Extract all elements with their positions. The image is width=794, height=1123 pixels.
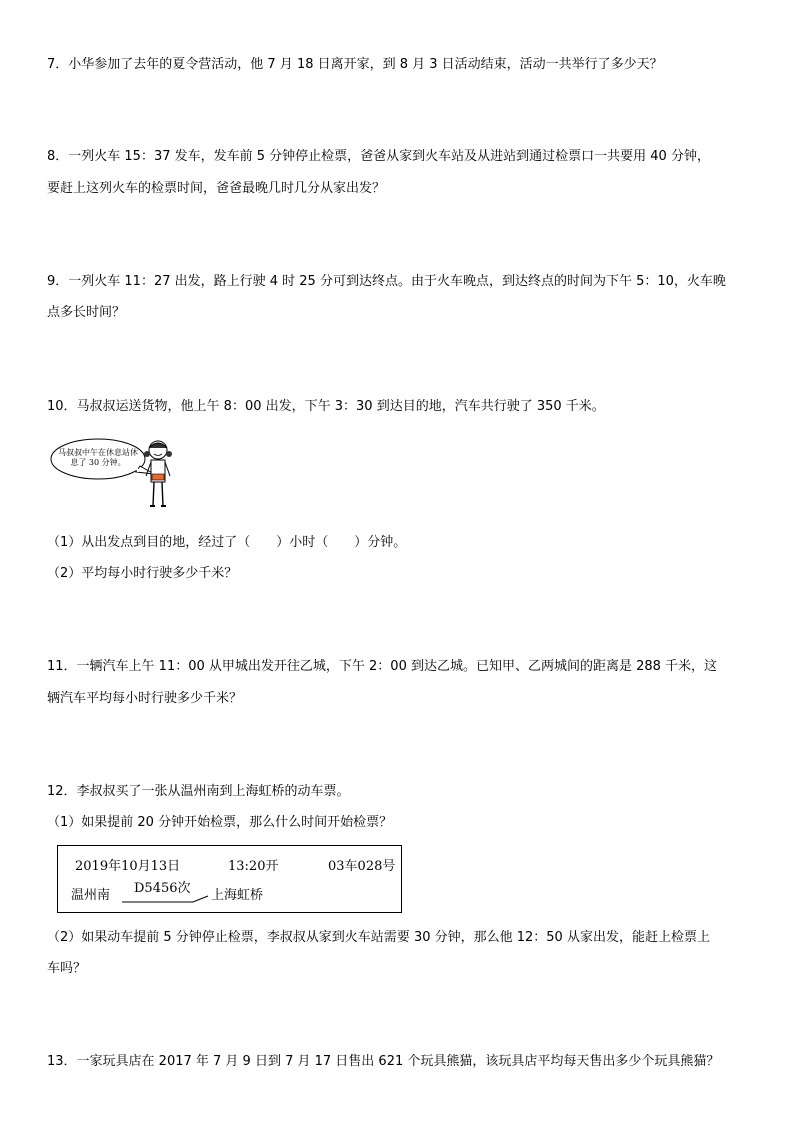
ticket-time: 13:20开	[228, 859, 279, 874]
ticket-route-arrow-icon	[58, 846, 403, 914]
question-11-line-1: 11．一辆汽车上午 11：00 从甲城出发开往乙城，下午 2：00 到达乙城。已知甲、乙两城间的距离是 288 千米，这	[47, 659, 718, 674]
question-10-sub-2: （2）平均每小时行驶多少千米？	[47, 566, 238, 581]
question-12-stem: 12．李叔叔买了一张从温州南到上海虹桥的动车票。	[47, 784, 350, 799]
question-9-line-2: 点多长时间？	[47, 305, 126, 320]
ticket-to-station: 上海虹桥	[211, 888, 264, 903]
question-9-line-1: 9．一列火车 11：27 出发，路上行驶 4 时 25 分可到达终点。由于火车晚点，到达终点的时间为下午 5：10，火车晚	[47, 274, 726, 289]
question-12-sub-1: （1）如果提前 20 分钟开始检票，那么什么时间开始检票？	[47, 815, 393, 830]
speech-bubble-text: 马叔叔中午在休息站休息了 30 分钟。	[58, 448, 138, 467]
question-12-sub-2-line-1: （2）如果动车提前 5 分钟停止检票，李叔叔从家到火车站需要 30 分钟，那么他 12：50 从家出发，能赶上检票上	[47, 930, 710, 945]
ticket-seat: 03车028号	[328, 859, 396, 874]
ticket-date: 2019年10月13日	[75, 859, 181, 874]
question-7: 7．小华参加了去年的夏令营活动，他 7 月 18 日离开家，到 8 月 3 日活动结束，活动一共举行了多少天？	[47, 57, 663, 72]
question-8-line-1: 8．一列火车 15：37 发车，发车前 5 分钟停止检票，爸爸从家到火车站及从进站到通过检票口一共要用 40 分钟，	[47, 149, 710, 164]
ticket-from-station: 温州南	[71, 888, 111, 903]
question-10-stem: 10．马叔叔运送货物，他上午 8：00 出发，下午 3：30 到达目的地，汽车共行驶了 350 千米。	[47, 399, 605, 414]
question-8-line-2: 要赶上这列火车的检票时间，爸爸最晚几时几分从家出发？	[47, 181, 386, 196]
train-ticket	[57, 845, 402, 913]
question-11-line-2: 辆汽车平均每小时行驶多少千米？	[47, 691, 243, 706]
ticket-train-number: D5456次	[134, 881, 191, 896]
question-10-sub-1: （1）从出发点到目的地，经过了（ ）小时（ ）分钟。	[47, 535, 407, 550]
girl-speech-illustration	[48, 436, 178, 512]
question-12-sub-2-line-2: 车吗？	[47, 961, 87, 976]
question-13: 13．一家玩具店在 2017 年 7 月 9 日到 7 月 17 日售出 621 个玩具熊猫，该玩具店平均每天售出多少个玩具熊猫？	[47, 1054, 720, 1069]
